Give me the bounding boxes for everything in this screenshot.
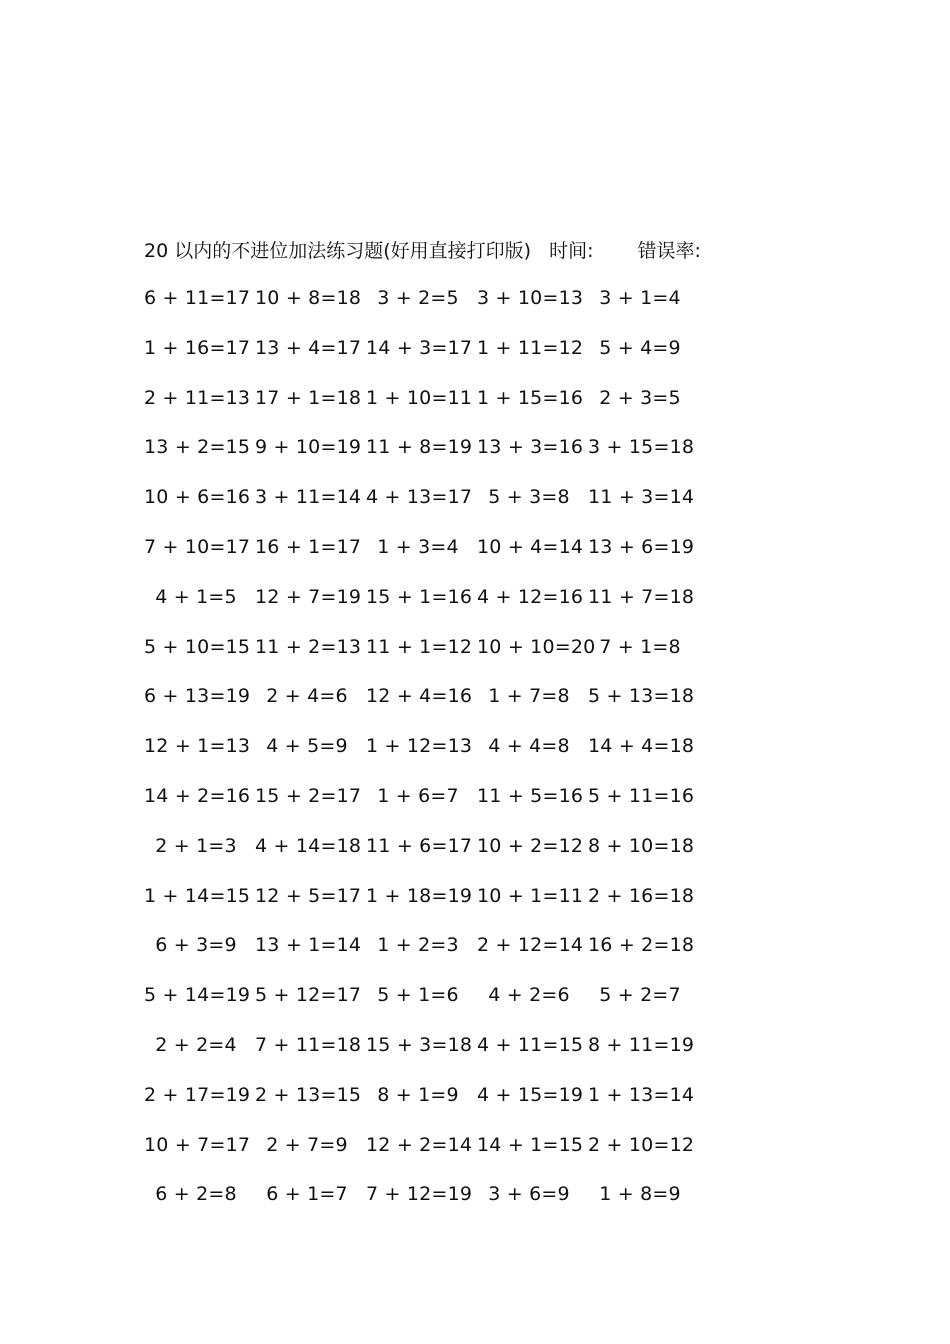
problem-item: 5 + 4=9 [599, 336, 681, 359]
problem-item: 7 + 1=8 [599, 635, 681, 658]
problem-row [144, 582, 744, 632]
problem-item: 15 + 3=18 [366, 1033, 473, 1056]
problem-item: 2 + 2=4 [155, 1033, 237, 1056]
problem-item: 1 + 6=7 [377, 784, 459, 807]
problem-item: 4 + 4=8 [488, 735, 570, 758]
problem-item: 4 + 5=9 [266, 735, 348, 758]
problem-item: 6 + 3=9 [155, 934, 237, 957]
problem-item: 2 + 13=15 [255, 1083, 362, 1106]
problem-item: 11 + 3=14 [588, 486, 695, 509]
problem-item: 2 + 4=6 [266, 685, 348, 708]
problem-item: 9 + 10=19 [255, 436, 362, 459]
problem-row [144, 333, 744, 383]
time-label: 时间: [549, 240, 594, 262]
problem-item: 2 + 16=18 [588, 884, 695, 907]
problem-item: 16 + 2=18 [588, 934, 695, 957]
problem-item: 3 + 2=5 [377, 287, 459, 309]
problem-item: 13 + 1=14 [255, 934, 362, 957]
problem-item: 5 + 10=15 [144, 635, 251, 658]
problem-item: 5 + 14=19 [144, 984, 251, 1007]
problem-item: 10 + 4=14 [477, 535, 584, 558]
problem-item: 14 + 1=15 [477, 1133, 584, 1156]
problem-item: 3 + 6=9 [488, 1183, 570, 1206]
problem-row [144, 432, 744, 482]
problem-item: 15 + 2=17 [255, 784, 362, 807]
problem-row [144, 831, 744, 881]
error-rate-label: 错误率: [637, 240, 701, 262]
problem-item: 14 + 2=16 [144, 784, 251, 807]
problem-row [144, 681, 744, 731]
problem-row [144, 482, 744, 532]
problem-item: 1 + 7=8 [488, 685, 570, 708]
problem-item: 8 + 10=18 [588, 834, 695, 857]
problem-item: 6 + 2=8 [155, 1183, 237, 1206]
problem-item: 1 + 2=3 [377, 934, 459, 957]
problem-item: 16 + 1=17 [255, 535, 362, 558]
problem-item: 3 + 15=18 [588, 436, 695, 459]
problem-item: 10 + 10=20 [477, 635, 596, 658]
problem-item: 12 + 4=16 [366, 685, 473, 708]
problem-row [144, 532, 744, 582]
problem-row [144, 881, 744, 931]
problem-item: 4 + 11=15 [477, 1033, 584, 1056]
problem-item: 8 + 11=19 [588, 1033, 695, 1056]
problem-item: 13 + 4=17 [255, 336, 362, 359]
problem-item: 1 + 8=9 [599, 1183, 681, 1206]
problem-item: 12 + 7=19 [255, 585, 362, 608]
problem-item: 8 + 1=9 [377, 1083, 459, 1106]
problem-item: 10 + 2=12 [477, 834, 584, 857]
problem-item: 17 + 1=18 [255, 386, 362, 409]
problem-item: 5 + 13=18 [588, 685, 695, 708]
problem-item: 2 + 3=5 [599, 386, 681, 409]
problem-row [144, 283, 744, 333]
problem-item: 1 + 10=11 [366, 386, 473, 409]
problem-grid [144, 283, 744, 1229]
problem-item: 4 + 14=18 [255, 834, 362, 857]
problem-item: 1 + 15=16 [477, 386, 584, 409]
problem-item: 15 + 1=16 [366, 585, 473, 608]
problem-item: 2 + 12=14 [477, 934, 584, 957]
problem-item: 5 + 2=7 [599, 984, 681, 1007]
problem-item: 2 + 10=12 [588, 1133, 695, 1156]
problem-row [144, 1080, 744, 1130]
problem-row [144, 930, 744, 980]
problem-item: 3 + 1=4 [599, 287, 681, 309]
problem-item: 5 + 11=16 [588, 784, 695, 807]
problem-item: 7 + 10=17 [144, 535, 251, 558]
problem-row [144, 383, 744, 433]
problem-item: 4 + 13=17 [366, 486, 473, 509]
problem-item: 11 + 6=17 [366, 834, 473, 857]
problem-item: 4 + 2=6 [488, 984, 570, 1007]
problem-item: 7 + 12=19 [366, 1183, 473, 1206]
problem-item: 14 + 4=18 [588, 735, 695, 758]
problem-item: 12 + 1=13 [144, 735, 251, 758]
worksheet-title: 20 以内的不进位加法练习题(好用直接打印版) [144, 240, 532, 262]
problem-item: 10 + 7=17 [144, 1133, 251, 1156]
problem-item: 2 + 7=9 [266, 1133, 348, 1156]
problem-row [144, 980, 744, 1030]
problem-item: 1 + 16=17 [144, 336, 251, 359]
problem-item: 3 + 10=13 [477, 287, 584, 309]
problem-item: 1 + 11=12 [477, 336, 584, 359]
problem-item: 6 + 1=7 [266, 1183, 348, 1206]
problem-item: 1 + 3=4 [377, 535, 459, 558]
problem-row [144, 1030, 744, 1080]
problem-item: 5 + 3=8 [488, 486, 570, 509]
problem-item: 13 + 6=19 [588, 535, 695, 558]
problem-item: 11 + 2=13 [255, 635, 362, 658]
problem-row [144, 781, 744, 831]
problem-item: 13 + 3=16 [477, 436, 584, 459]
problem-item: 3 + 11=14 [255, 486, 362, 509]
problem-row [144, 632, 744, 682]
problem-item: 11 + 8=19 [366, 436, 473, 459]
problem-item: 11 + 7=18 [588, 585, 695, 608]
problem-item: 10 + 6=16 [144, 486, 251, 509]
problem-item: 1 + 18=19 [366, 884, 473, 907]
problem-row [144, 1179, 744, 1229]
problem-item: 6 + 11=17 [144, 287, 251, 309]
problem-item: 4 + 15=19 [477, 1083, 584, 1106]
problem-item: 12 + 2=14 [366, 1133, 473, 1156]
problem-item: 2 + 11=13 [144, 386, 251, 409]
problem-item: 5 + 1=6 [377, 984, 459, 1007]
problem-item: 1 + 14=15 [144, 884, 251, 907]
problem-item: 7 + 11=18 [255, 1033, 362, 1056]
problem-item: 4 + 1=5 [155, 585, 237, 608]
problem-item: 11 + 5=16 [477, 784, 584, 807]
problem-item: 13 + 2=15 [144, 436, 251, 459]
problem-item: 12 + 5=17 [255, 884, 362, 907]
problem-item: 4 + 12=16 [477, 585, 584, 608]
problem-item: 2 + 17=19 [144, 1083, 251, 1106]
problem-item: 10 + 8=18 [255, 287, 362, 309]
problem-row [144, 731, 744, 781]
problem-item: 11 + 1=12 [366, 635, 473, 658]
page-header [144, 236, 701, 266]
problem-item: 1 + 12=13 [366, 735, 473, 758]
problem-item: 6 + 13=19 [144, 685, 251, 708]
problem-row [144, 1130, 744, 1180]
problem-item: 5 + 12=17 [255, 984, 362, 1007]
problem-item: 2 + 1=3 [155, 834, 237, 857]
problem-item: 10 + 1=11 [477, 884, 584, 907]
problem-item: 14 + 3=17 [366, 336, 473, 359]
problem-item: 1 + 13=14 [588, 1083, 695, 1106]
